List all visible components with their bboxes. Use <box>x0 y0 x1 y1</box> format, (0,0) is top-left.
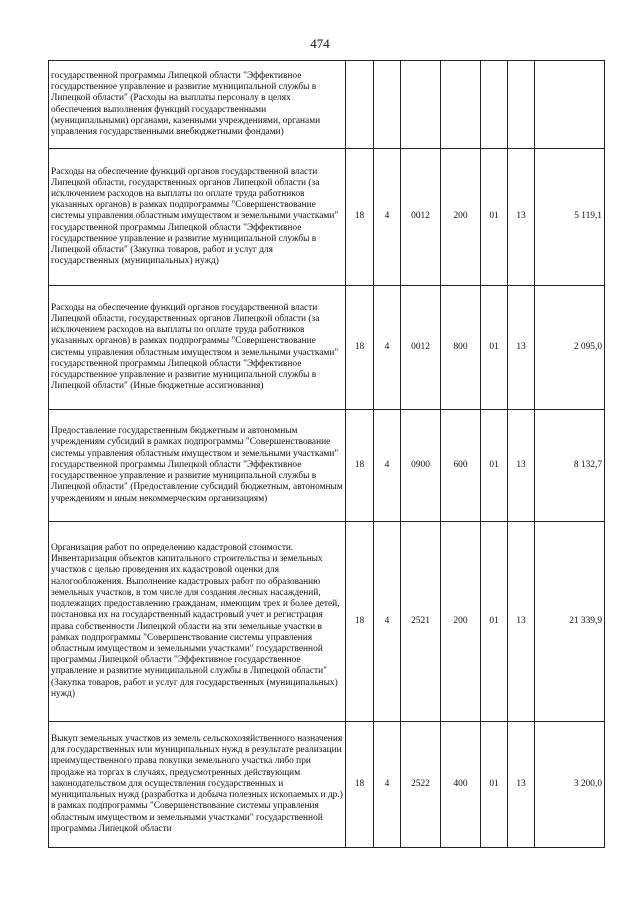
cell-code-6: 13 <box>508 286 535 410</box>
cell-code-6: 13 <box>508 410 535 522</box>
cell-code-4: 200 <box>441 149 481 286</box>
cell-code-3: 0900 <box>401 410 441 522</box>
cell-code-5: 01 <box>481 410 508 522</box>
cell-code-5: 01 <box>481 149 508 286</box>
cell-code-4: 600 <box>441 410 481 522</box>
cell-code-2: 4 <box>374 410 401 522</box>
table-row <box>49 61 605 149</box>
row-description: Расходы на обеспечение функций органов государственной власти Липецкой области, государственных органов Липецкой области (за исключением расходов на выплаты по оплате труда работников указанных органов) в рамках подпрограммы "Совершенствование системы управления областным имуществом и земельными участками" государственной программы Липецкой области "Эффективное государственное управление и развитие муниципальной службы в Липецкой области" (Закупка товаров, работ и услуг для государственных (муниципальных) нужд) <box>49 149 346 286</box>
cell-code-3: 0012 <box>401 286 441 410</box>
cell-code-2: 4 <box>374 149 401 286</box>
cell-code-2: 4 <box>374 286 401 410</box>
row-description: Предоставление государственным бюджетным и автономным учреждениям субсидий в рамках подпрограммы "Совершенствование системы управления областным имуществом и земельными участками" государственной программы Липецкой области "Эффективное государственное управление и развитие муниципальной службы в Липецкой области" (Предоставление субсидий бюджетным, автономным учреждениям и иным некоммерческим организациям) <box>49 410 346 522</box>
cell-code-5 <box>481 61 508 149</box>
table-row <box>49 722 605 848</box>
row-description: Выкуп земельных участков из земель сельскохозяйственного назначения для государственных или муниципальных нужд в результате реализации преимущественного права покупки земельного участка либо при продаже на торгах в случаях, предусмотренных действующим законодательством для осуществления государственных и муниципальных нужд (разработка и добыча полезных ископаемых и др.) в рамках подпрограммы "Совершенствование системы управления областным имуществом и земельными участками" государственной программы Липецкой области <box>49 722 346 848</box>
cell-code-5: 01 <box>481 286 508 410</box>
table-row <box>49 410 605 522</box>
cell-code-3: 2522 <box>401 722 441 848</box>
cell-code-3: 2521 <box>401 522 441 722</box>
cell-code-4: 200 <box>441 522 481 722</box>
cell-amount: 8 132,7 <box>535 410 605 522</box>
cell-code-1: 18 <box>346 722 374 848</box>
table-row <box>49 286 605 410</box>
cell-code-6: 13 <box>508 522 535 722</box>
row-description: Организация работ по определению кадастровой стоимости. Инвентаризация объектов капитального строительства и земельных участков с целью проведения их кадастровой оценки для налогообложения. Выполнение кадастровых работ по образованию земельных участков, в том числе для создания лесных насаждений, подлежащих предоставлению гражданам, имеющим трех и более детей, постановка их на государственный кадастровый учет и регистрация права собственности Липецкой области на эти земельные участки в рамках подпрограммы "Совершенствование системы управления областным имуществом и земельными участками" государственной программы Липецкой области "Эффективное государственное управление и развитие муниципальной службы в Липецкой области" (Закупка товаров, работ и услуг для государственных (муниципальных) нужд) <box>49 522 346 722</box>
cell-code-3: 0012 <box>401 149 441 286</box>
cell-amount <box>535 61 605 149</box>
cell-code-4: 800 <box>441 286 481 410</box>
cell-amount: 21 339,9 <box>535 522 605 722</box>
cell-amount: 3 200,0 <box>535 722 605 848</box>
cell-code-5: 01 <box>481 722 508 848</box>
cell-code-1: 18 <box>346 149 374 286</box>
table-row <box>49 149 605 286</box>
table-row <box>49 522 605 722</box>
cell-code-6: 13 <box>508 722 535 848</box>
row-description: государственной программы Липецкой области "Эффективное государственное управление и развитие муниципальной службы в Липецкой области" (Расходы на выплаты персоналу в целях обеспечения выполнения функций государственными (муниципальными) органами, казенными учреждениями, органами управления государственными внебюджетными фондами) <box>49 61 346 149</box>
cell-code-1 <box>346 61 374 149</box>
page-number: 474 <box>310 36 330 51</box>
cell-code-1: 18 <box>346 410 374 522</box>
cell-code-2 <box>374 61 401 149</box>
cell-code-2: 4 <box>374 522 401 722</box>
cell-code-3 <box>401 61 441 149</box>
cell-code-6 <box>508 61 535 149</box>
cell-code-4: 400 <box>441 722 481 848</box>
cell-code-1: 18 <box>346 522 374 722</box>
row-description: Расходы на обеспечение функций органов государственной власти Липецкой области, государственных органов Липецкой области (за исключением расходов на выплаты по оплате труда работников указанных органов) в рамках подпрограммы "Совершенствование системы управления областным имуществом и земельными участками" государственной программы Липецкой области "Эффективное государственное управление и развитие муниципальной службы в Липецкой области" (Иные бюджетные ассигнования) <box>49 286 346 410</box>
cell-amount: 5 119,1 <box>535 149 605 286</box>
cell-amount: 2 095,0 <box>535 286 605 410</box>
cell-code-1: 18 <box>346 286 374 410</box>
cell-code-5: 01 <box>481 522 508 722</box>
cell-code-4 <box>441 61 481 149</box>
cell-code-2: 4 <box>374 722 401 848</box>
cell-code-6: 13 <box>508 149 535 286</box>
budget-table <box>48 60 605 848</box>
